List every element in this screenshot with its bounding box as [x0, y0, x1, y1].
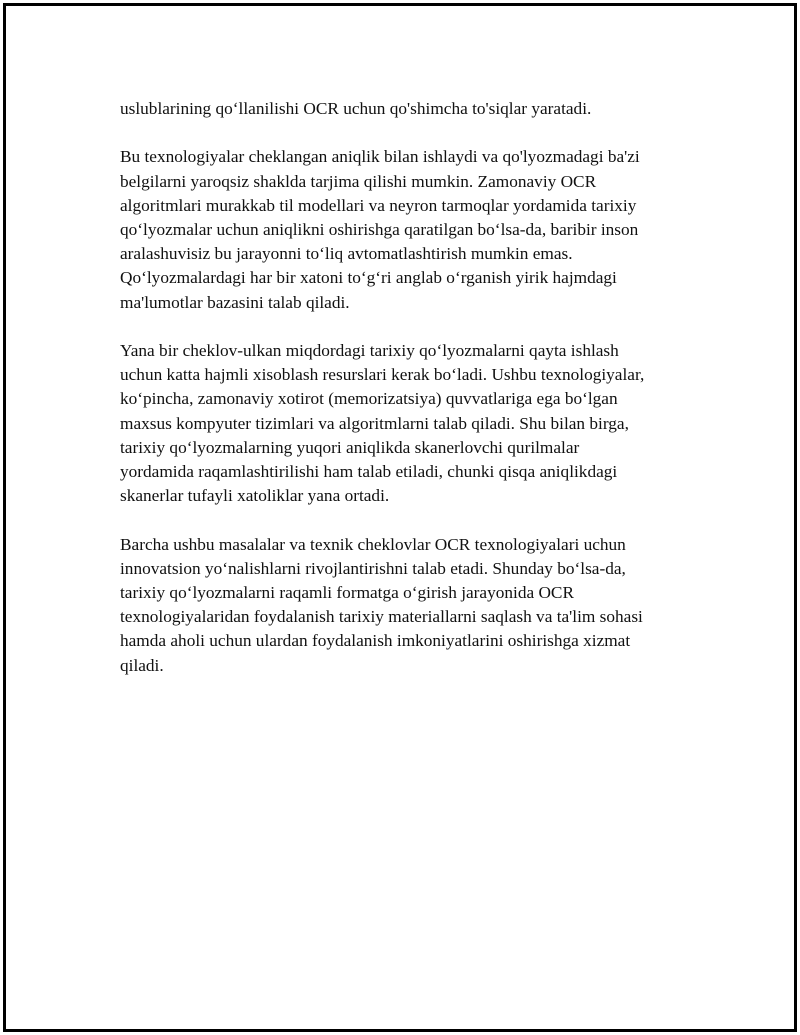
text-line: aralashuvisiz bu jarayonni to‘liq avtomatlashtirish mumkin emas.: [120, 244, 573, 264]
paragraph-2: [120, 145, 695, 314]
text-line: maxsus kompyuter tizimlari va algoritmlarni talab qiladi. Shu bilan birga,: [120, 413, 629, 433]
text-line: Yana bir cheklov-ulkan miqdordagi tarixiy qo‘lyozmalarni qayta ishlash: [120, 341, 619, 360]
paragraph-3: [120, 339, 695, 508]
text-line: algoritmlari murakkab til modellari va neyron tarmoqlar yordamida tarixiy: [120, 195, 637, 215]
paragraph-1: [120, 97, 695, 121]
text-line: innovatsion yo‘nalishlarni rivojlantirishni talab etadi. Shunday bo‘lsa-da,: [120, 558, 626, 578]
text-line: ma'lumotlar bazasini talab qiladi.: [120, 292, 350, 312]
text-line: Qo‘lyozmalardagi har bir xatoni to‘g‘ri anglab o‘rganish yirik hajmdagi: [120, 268, 617, 288]
paragraph-4: [120, 533, 695, 678]
text-line: skanerlar tufayli xatoliklar yana ortadi.: [120, 486, 390, 506]
text-line: hamda aholi uchun ulardan foydalanish imkoniyatlarini oshirishga xizmat: [120, 631, 631, 651]
text-line: uslublarining qo‘llanilishi OCR uchun qo'shimcha to'siqlar yaratadi.: [120, 99, 592, 118]
document-page: [3, 3, 797, 1032]
text-line: belgilarni yaroqsiz shaklda tarjima qilishi mumkin. Zamonaviy OCR: [120, 171, 597, 191]
text-line: yordamida raqamlashtirilishi ham talab etiladi, chunki qisqa aniqlikdagi: [120, 462, 618, 482]
text-line: texnologiyalaridan foydalanish tarixiy materiallarni saqlash va ta'lim sohasi: [120, 607, 643, 627]
text-line: qiladi.: [120, 655, 164, 675]
text-line: tarixiy qo‘lyozmalarni raqamli formatga o‘girish jarayonida OCR: [120, 583, 574, 603]
text-line: uchun katta hajmli xisoblash resurslari kerak bo‘ladi. Ushbu texnologiyalar,: [120, 365, 645, 385]
text-line: Barcha ushbu masalalar va texnik cheklovlar OCR texnologiyalari uchun: [120, 534, 626, 554]
text-line: ko‘pincha, zamonaviy xotirot (memorizatsiya) quvvatlariga ega bo‘lgan: [120, 389, 618, 409]
text-line: Bu texnologiyalar cheklangan aniqlik bilan ishlaydi va qo'lyozmadagi ba'zi: [120, 147, 640, 167]
text-line: qo‘lyozmalar uchun aniqlikni oshirishga qaratilgan bo‘lsa-da, baribir inson: [120, 220, 639, 239]
document-body: [120, 97, 695, 702]
text-line: tarixiy qo‘lyozmalarning yuqori aniqlikda skanerlovchi qurilmalar: [120, 437, 580, 457]
